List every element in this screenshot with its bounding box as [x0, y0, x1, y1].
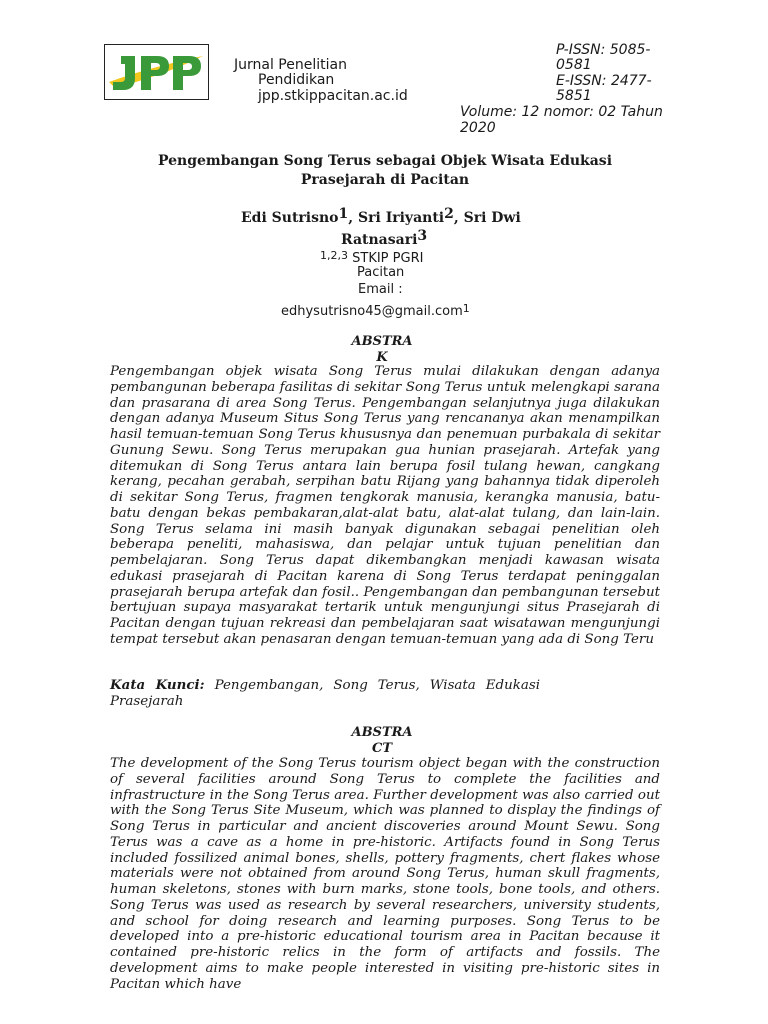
- journal-website: jpp.stkippacitan.ac.id: [258, 88, 408, 104]
- email-sup: 1: [462, 302, 470, 315]
- author-2-sup: 2: [444, 206, 454, 222]
- abstract-heading-line2: CT: [371, 741, 393, 756]
- author-3-part2: Ratnasari: [341, 232, 418, 248]
- author-2: , Sri Iriyanti: [348, 210, 445, 226]
- keywords-label: Kata Kunci:: [110, 677, 205, 693]
- pissn-line1: P-ISSN: 5085-: [556, 42, 651, 58]
- paper-title: [110, 152, 660, 190]
- jpp-logo-icon: [107, 48, 207, 96]
- abstract-heading-line1: ABSTRA: [351, 725, 413, 740]
- volume-line2: 2020: [460, 120, 496, 136]
- pissn-line2: 0581: [556, 57, 592, 73]
- affiliation-sup: 1,2,3: [320, 249, 348, 262]
- keywords-text: Pengembangan, Song Terus, Wisata Edukasi Prasejarah: [110, 678, 541, 709]
- author-1: Edi Sutrisno: [241, 210, 339, 226]
- abstrak-heading-line2: K: [376, 350, 388, 365]
- abstrak-heading-line1: ABSTRA: [351, 334, 413, 349]
- author-email: edhysutrisno45@gmail.com: [281, 304, 463, 319]
- authors-line1: [241, 204, 521, 228]
- author-1-sup: 1: [338, 206, 349, 222]
- affiliation-institution: STKIP PGRI: [348, 251, 424, 266]
- paper-title-line1: Pengembangan Song Terus sebagai Objek Wisata Edukasi: [157, 153, 613, 169]
- journal-name-line1: Jurnal Penelitian: [234, 57, 347, 73]
- abstrak-text: Pengembangan objek wisata Song Terus mulai dilakukan dengan adanya pembangunan beberapa fasilitas di sekitar Song Terus untuk melengkapi sarana dan prasarana di area Song Terus. Pengembangan selanjutnya juga dilakukan dengan adanya Museum Situs Song Terus yang rencananya akan menampilkan hasil temuan-temuan Song Terus khususnya dan penemuan purbakala di sekitar Gunung Sewu. Song Terus merupakan gua hunian prasejarah. Artefak yang ditemukan di Song Terus antara lain berupa fosil tulang hewan, cangkang kerang, pecahan gerabah, serpihan batu Rijang yang bahannya tidak diperoleh di sekitar Song Terus, fragmen tengkorak manusia, kerangka manusia, batu-batu dengan bekas pembakaran,alat-alat batu, alat-alat tulang, dan lain-lain. Song Terus selama ini masih banyak digunakan sebagai penelitian oleh beberapa peneliti, mahasiswa, dan pelajar untuk tujuan penelitian dan pembelajaran. Song Terus dapat dikembangkan menjadi kawasan wisata edukasi prasejarah di Pacitan karena di Song Terus terdapat peninggalan prasejarah berupa artefak dan fosil.. Pengembangan dan pembangunan tersebut bertujuan supaya masyarakat tertarik untuk mengunjungi situs Prasejarah di Pacitan dengan tujuan rekreasi dan pembelajaran saat wisatawan mengunjungi tempat tersebut akan penasaran dengan temuan-temuan yang ada di Song Teru: [110, 364, 660, 647]
- journal-logo: [104, 44, 209, 100]
- eissn-line2: 5851: [556, 88, 592, 104]
- volume-line1: Volume: 12 nomor: 02 Tahun: [460, 104, 663, 120]
- journal-name-line2: Pendidikan: [258, 72, 335, 88]
- email-line: [281, 300, 470, 320]
- keywords: [110, 677, 540, 710]
- abstract-text: The development of the Song Terus tourism object began with the construction of several facilities around Song Terus to complete the facilities and infrastructure in the Song Terus area. Further development was also carried out with the Song Terus Site Museum, which was planned to display the findings of Song Terus in particular and ancient discoveries around Mount Sewu. Song Terus was a cave as a home in pre-historic. Artifacts found in Song Terus included fossilized animal bones, shells, pottery fragments, chert flakes whose materials were not obtained from around Song Terus, human skull fragments, human skeletons, stones with burn marks, stone tools, bone tools, and others. Song Terus was used as research by several researchers, university students, and school for doing research and learning purposes. Song Terus to be developed into a pre-historic educational tourism area in Pacitan because it contained pre-historic relics in the form of artifacts and fossils. The development aims to make people interested in visiting pre-historic sites in Pacitan which have: [110, 756, 660, 992]
- paper-title-line2: Prasejarah di Pacitan: [300, 172, 470, 188]
- affiliation-city: Pacitan: [357, 265, 405, 280]
- abstrak-heading: [332, 334, 432, 366]
- email-label: Email :: [358, 282, 403, 297]
- author-3-sup: 3: [417, 228, 428, 244]
- eissn-line1: E-ISSN: 2477-: [556, 73, 652, 89]
- author-3-part1: , Sri Dwi: [453, 210, 521, 226]
- abstract-heading: [332, 725, 432, 757]
